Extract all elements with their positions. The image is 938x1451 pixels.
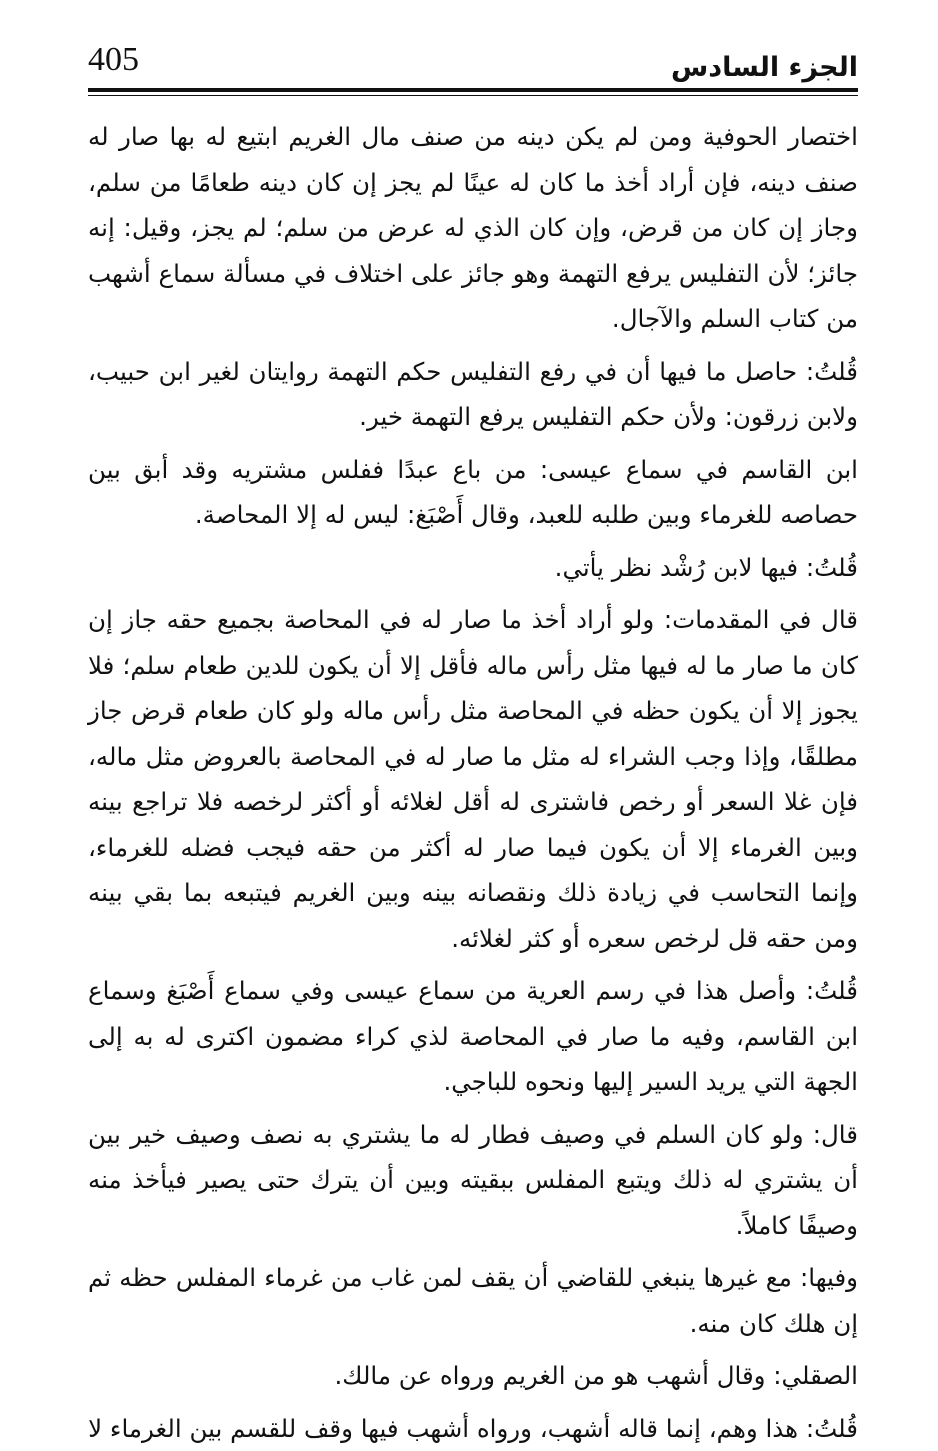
paragraph-7: قال: ولو كان السلم في وصيف فطار له ما يشتري به نصف وصيف خير بين أن يشتري له ذلك ويتبع المفلس ببقيته وبين أن يترك حتى يصير فيأخذ منه وصيفًا كاملاً.	[88, 1112, 858, 1249]
paragraph-9: الصقلي: وقال أشهب هو من الغريم ورواه عن مالك.	[88, 1353, 858, 1399]
paragraph-8: وفيها: مع غيرها ينبغي للقاضي أن يقف لمن غاب من غرماء المفلس حظه ثم إن هلك كان منه.	[88, 1255, 858, 1346]
header-rule-thick	[88, 88, 858, 92]
paragraph-2: قُلتُ: حاصل ما فيها أن في رفع التفليس حكم التهمة روايتان لغير ابن حبيب، ولابن زرقون: ولأن حكم التفليس يرفع التهمة خير.	[88, 349, 858, 440]
body-text	[88, 114, 858, 1451]
paragraph-1: اختصار الحوفية ومن لم يكن دينه من صنف مال الغريم ابتيع له بها صار له صنف دينه، فإن أراد أخذ ما كان له عينًا لم يجز إن كان دينه طعامًا من سلم، وجاز إن كان من قرض، وإن كان الذي له عرض من سلم؛ لم يجز، وقيل: إنه جائز؛ لأن التفليس يرفع التهمة وهو جائز على اختلاف في مسألة سماع أشهب من كتاب السلم والآجال.	[88, 114, 858, 342]
page-number: 405	[88, 40, 139, 80]
part-title: الجزء السادس	[671, 50, 858, 86]
paragraph-5: قال في المقدمات: ولو أراد أخذ ما صار له في المحاصة بجميع حقه جاز إن كان ما صار ما له فيها مثل رأس ماله فأقل إلا أن يكون للدين طعام سلم؛ فلا يجوز إلا أن يكون حظه في المحاصة مثل رأس ماله ولو كان طعام قرض جاز مطلقًا، وإذا وجب الشراء له مثل ما صار له في المحاصة بالعروض مثل ماله، فإن غلا السعر أو رخص فاشترى له أقل لغلائه أو أكثر لرخصه فلا تراجع بينه وبين الغرماء إلا أن يكون فيما صار له أكثر من حقه فيجب فضله للغرماء، وإنما التحاسب في زيادة ذلك ونقصانه بينه وبين الغريم فيتبعه بما بقي بينه ومن حقه قل لرخص سعره أو كثر لغلائه.	[88, 597, 858, 961]
paragraph-6: قُلتُ: وأصل هذا في رسم العرية من سماع عيسى وفي سماع أَصْبَغ وسماع ابن القاسم، وفيه ما صار في المحاصة لذي كراء مضمون اكترى له به إلى الجهة التي يريد السير إليها ونحوه للباجي.	[88, 968, 858, 1105]
paragraph-3: ابن القاسم في سماع عيسى: من باع عبدًا ففلس مشتريه وقد أبق بين حصاصه للغرماء وبين طلبه للعبد، وقال أَصْبَغ: ليس له إلا المحاصة.	[88, 447, 858, 538]
header-rule-thin	[88, 95, 858, 96]
paragraph-4: قُلتُ: فيها لابن رُشْد نظر يأتي.	[88, 545, 858, 591]
paragraph-10: قُلتُ: هذا وهم، إنما قاله أشهب، ورواه أشهب فيها وقف للقسم بين الغرماء لا	[88, 1406, 858, 1451]
